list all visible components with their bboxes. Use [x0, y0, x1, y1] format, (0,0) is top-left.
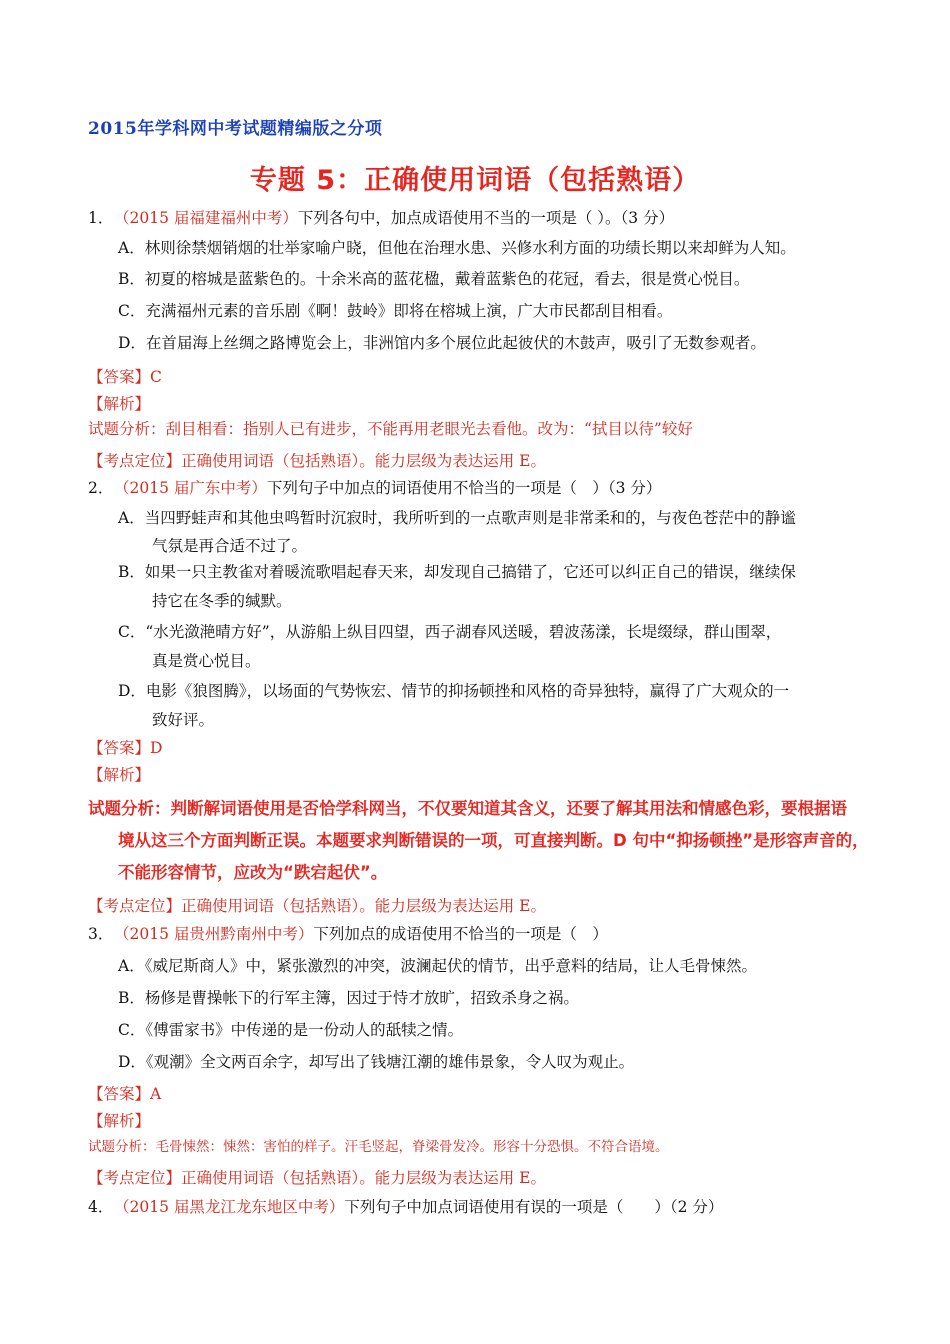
answer: 【答案】D — [88, 739, 163, 757]
answer: 【答案】C — [88, 368, 162, 386]
analysis-tag: 【解析】 — [88, 395, 151, 413]
option-b: B．杨修是曹操帐下的行军主簿，因过于恃才放旷，招致杀身之祸。 — [118, 989, 579, 1007]
question-number: 2． — [88, 479, 114, 497]
question-source: （2015 届广东中考） — [114, 479, 267, 497]
option-d: D．电影《狼图腾》，以场面的气势恢宏、情节的抑扬顿挫和风格的奇异独特，赢得了广大观众的一 — [118, 682, 790, 700]
question-stem: 下列句子中加点的词语使用不恰当的一项是（ ）（3 分） — [266, 479, 662, 497]
analysis-text: 试题分析：刮目相看：指别人已有进步，不能再用老眼光去看他。改为：“拭目以待”较好 — [88, 420, 693, 438]
analysis-text: 试题分析：毛骨悚然：悚然：害怕的样子。汗毛竖起，脊梁骨发冷。形容十分恐惧。不符合语境。 — [88, 1139, 669, 1155]
option-a-continued: 气氛是再合适不过了。 — [152, 537, 308, 555]
analysis-tag: 【解析】 — [88, 766, 151, 784]
analysis-text-line-3: 不能形容情节，应改为“跌宕起伏”。 — [118, 863, 388, 882]
option-d-continued: 致好评。 — [152, 711, 215, 729]
series-header: 2015年学科网中考试题精编版之分项 — [88, 119, 383, 139]
option-b: B．初夏的榕城是蓝紫色的。十余米高的蓝花楹，戴着蓝紫色的花冠，看去，很是赏心悦目。 — [118, 270, 750, 288]
knowledge-point: 【考点定位】正确使用词语（包括熟语）。能力层级为表达运用 E。 — [88, 897, 546, 915]
question-stem: 下列句子中加点词语使用有误的一项是（ ）（2 分） — [344, 1198, 724, 1216]
question-1 — [88, 207, 674, 229]
answer: 【答案】A — [88, 1085, 162, 1103]
question-stem: 下列各句中，加点成语使用不当的一项是（ ）。（3 分） — [297, 209, 675, 227]
knowledge-point: 【考点定位】正确使用词语（包括熟语）。能力层级为表达运用 E。 — [88, 452, 546, 470]
knowledge-point: 【考点定位】正确使用词语（包括熟语）。能力层级为表达运用 E。 — [88, 1169, 546, 1187]
option-a: A．《威尼斯商人》中，紧张激烈的冲突，波澜起伏的情节，出乎意料的结局，让人毛骨悚然。 — [118, 957, 757, 975]
option-d: D．《观潮》全文两百余字，却写出了钱塘江潮的雄伟景象，令人叹为观止。 — [118, 1053, 635, 1071]
option-a: A．林则徐禁烟销烟的壮举家喻户晓，但他在治理水患、兴修水利方面的功绩长期以来却鲜为人知。 — [118, 239, 796, 257]
option-c: C．充满福州元素的音乐剧《啊！鼓岭》即将在榕城上演，广大市民都刮目相看。 — [118, 302, 673, 320]
question-3 — [88, 923, 608, 945]
question-source: （2015 届贵州黔南州中考） — [114, 925, 314, 943]
question-2 — [88, 477, 661, 499]
question-number: 4． — [88, 1198, 114, 1216]
option-b: B．如果一只主教雀对着暖流歌唱起春天来，却发现自己搞错了，它还可以纠正自己的错误，继续保 — [118, 563, 796, 581]
question-source: （2015 届黑龙江龙东地区中考） — [114, 1198, 345, 1216]
option-c: C．“水光潋滟晴方好”，从游船上纵目四望，西子湖春风送暖，碧波荡漾，长堤缀绿，群山围翠， — [118, 623, 782, 641]
option-b-continued: 持它在冬季的缄默。 — [152, 592, 292, 610]
question-4 — [88, 1196, 723, 1218]
option-a: A．当四野蛙声和其他虫鸣暂时沉寂时，我所听到的一点歌声则是非常柔和的，与夜色苍茫中的静谧 — [118, 509, 796, 527]
page-title: 专题 5：正确使用词语（包括熟语） — [249, 165, 701, 196]
question-number: 1． — [88, 209, 114, 227]
option-c-continued: 真是赏心悦目。 — [152, 652, 261, 670]
question-source: （2015 届福建福州中考） — [114, 209, 298, 227]
analysis-text-line-2: 境从这三个方面判断正误。本题要求判断错误的一项，可直接判断。D 句中“抑扬顿挫”是形容声音的， — [118, 831, 869, 850]
option-c: C．《傅雷家书》中传递的是一份动人的舐犊之情。 — [118, 1021, 464, 1039]
analysis-tag: 【解析】 — [88, 1112, 151, 1130]
question-number: 3． — [88, 925, 114, 943]
question-stem: 下列加点的成语使用不恰当的一项是（ ） — [313, 925, 608, 943]
analysis-text-line-1: 试题分析：判断解词语使用是否恰学科网当，不仅要知道其含义，还要了解其用法和情感色彩，要根据语 — [88, 799, 847, 818]
option-d: D．在首届海上丝绸之路博览会上，非洲馆内多个展位此起彼伏的木鼓声，吸引了无数参观者。 — [118, 334, 766, 352]
